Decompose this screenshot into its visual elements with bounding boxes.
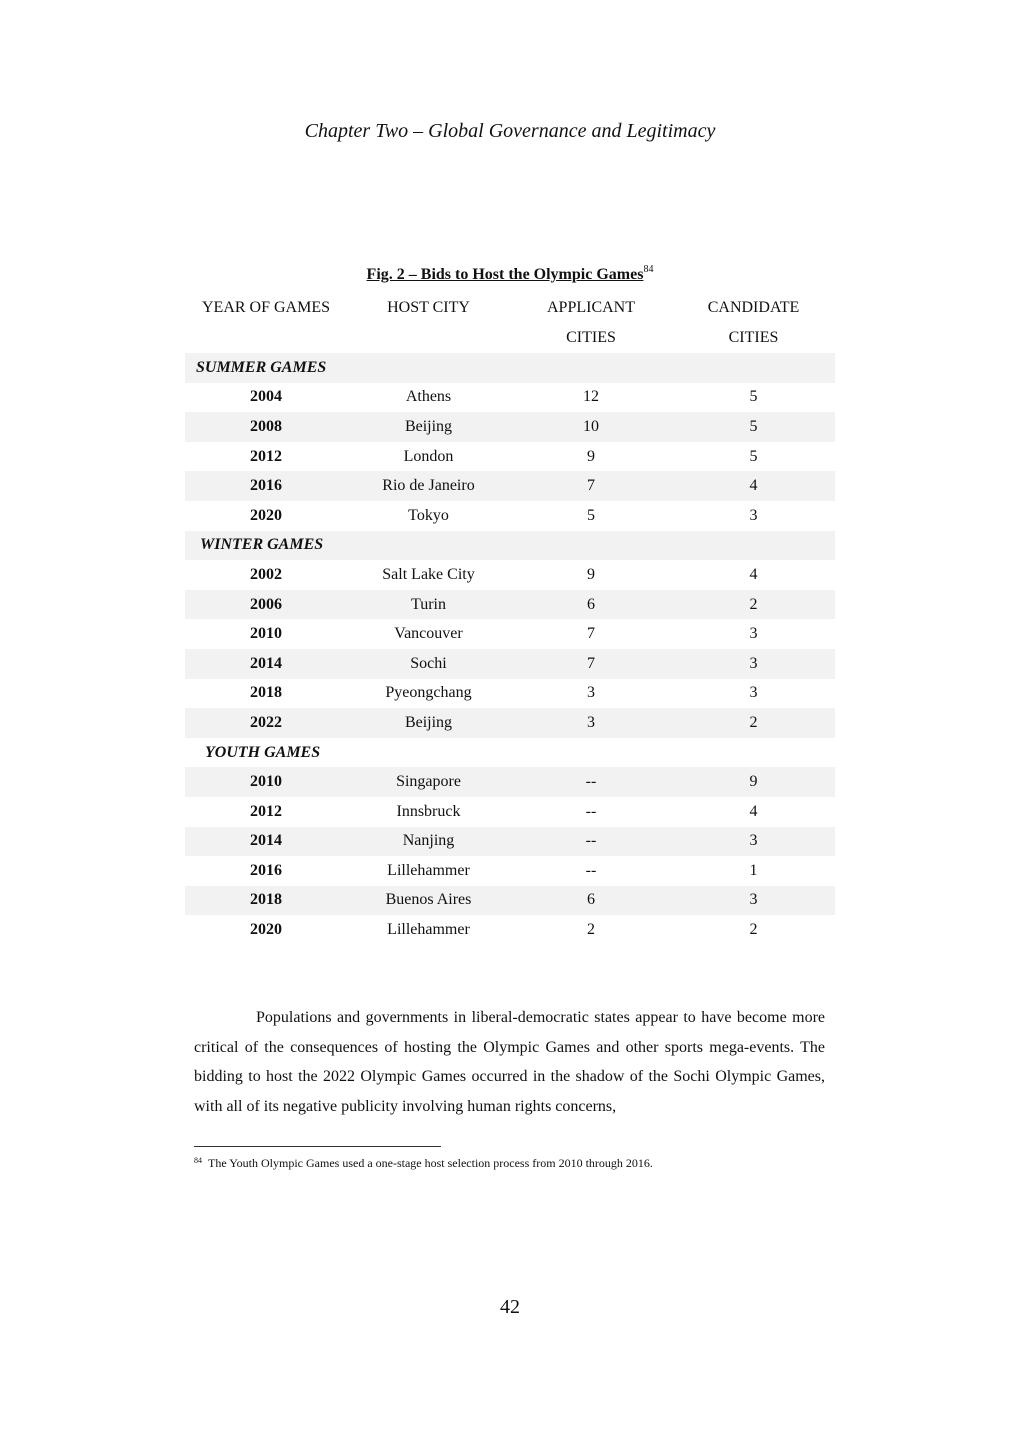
year-cell: 2014 <box>185 649 347 679</box>
table-row <box>185 856 835 886</box>
year-cell: 2022 <box>185 708 347 738</box>
footnote-text: The Youth Olympic Games used a one-stage host selection process from 2010 through 2016. <box>208 1156 653 1170</box>
host-city-cell: Salt Lake City <box>382 565 475 583</box>
header-applicant-cities-line2: CITIES <box>566 329 616 346</box>
candidate-cities-cell: 5 <box>672 412 835 442</box>
applicant-cities-cell: 7 <box>510 649 672 679</box>
table-row <box>185 590 835 620</box>
host-city-cell: Sochi <box>347 649 510 679</box>
candidate-cities-cell: 2 <box>672 708 835 738</box>
candidate-cities-cell: 3 <box>672 827 835 857</box>
host-city-cell: Lillehammer <box>387 921 470 939</box>
candidate-cities-cell: 3 <box>749 506 758 524</box>
host-city-cell: Innsbruck <box>396 802 461 820</box>
host-city-cell: Singapore <box>347 767 510 797</box>
year-cell: 2008 <box>185 412 347 442</box>
table-header <box>185 293 835 353</box>
table-row <box>185 767 835 797</box>
candidate-cities-cell: 3 <box>749 684 758 702</box>
host-city-cell: London <box>403 447 454 465</box>
applicant-cities-cell: 9 <box>587 447 595 465</box>
candidate-cities-cell: 3 <box>672 886 835 916</box>
year-cell: 2018 <box>185 886 347 916</box>
body-paragraph-text: Populations and governments in liberal-democratic states appear to have become more critical of the consequences of hosting the Olympic Games and other sports mega-events. The bidding to host the 2022 Olympic Games occurred in the shadow of the Sochi Olympic Games, with all of its negative publicity involving human rights concerns, <box>194 1009 825 1116</box>
figure-caption <box>185 266 835 284</box>
table-body <box>185 353 835 945</box>
table-row <box>185 412 835 442</box>
host-city-cell: Tokyo <box>408 506 449 524</box>
year-cell: 2010 <box>185 767 347 797</box>
table-row <box>185 886 835 916</box>
header-year-of-games: YEAR OF GAMES <box>201 299 330 316</box>
table-row <box>185 471 835 501</box>
applicant-cities-cell: 12 <box>583 388 599 406</box>
year-cell: 2020 <box>250 921 282 939</box>
year-cell: 2006 <box>185 590 347 620</box>
year-cell: 2020 <box>250 506 282 524</box>
body-paragraph <box>194 1003 825 1122</box>
year-cell: 2012 <box>250 802 282 820</box>
host-city-cell: Athens <box>405 388 452 406</box>
applicant-cities-cell: 3 <box>510 708 672 738</box>
applicant-cities-cell: 10 <box>510 412 672 442</box>
table-row <box>185 501 835 531</box>
applicant-cities-cell: 9 <box>587 565 595 583</box>
header-year-blank <box>185 323 347 353</box>
candidate-cities-cell: 1 <box>749 861 758 879</box>
table-row <box>185 649 835 679</box>
table-row <box>185 383 835 413</box>
year-cell: 2016 <box>250 861 282 879</box>
header-candidate-cities-line2: CITIES <box>728 329 779 346</box>
host-city-cell: Rio de Janeiro <box>347 471 510 501</box>
header-applicant-cities: APPLICANT <box>546 299 635 316</box>
table-row <box>185 827 835 857</box>
footnote-number: 84 <box>194 1156 202 1165</box>
host-city-cell: Buenos Aires <box>347 886 510 916</box>
applicant-cities-cell: 5 <box>587 506 595 524</box>
applicant-cities-cell: 6 <box>510 590 672 620</box>
table-row <box>185 915 835 945</box>
candidate-cities-cell: 3 <box>749 625 758 643</box>
footnote-reference[interactable]: 84 <box>643 264 654 275</box>
applicant-cities-cell: -- <box>585 861 597 879</box>
candidate-cities-cell: 5 <box>749 388 758 406</box>
table-row <box>185 560 835 590</box>
table-row <box>185 797 835 827</box>
section-title: SUMMER GAMES <box>185 353 835 383</box>
section-row-winter <box>185 531 835 561</box>
candidate-cities-cell: 4 <box>749 565 758 583</box>
header-host-blank <box>347 323 510 353</box>
year-cell: 2010 <box>250 625 282 643</box>
section-title: YOUTH GAMES <box>205 743 321 761</box>
page-number: 42 <box>500 1296 520 1318</box>
candidate-cities-cell: 2 <box>672 590 835 620</box>
host-city-cell: Beijing <box>347 412 510 442</box>
year-cell: 2002 <box>250 565 282 583</box>
candidate-cities-cell: 5 <box>749 447 758 465</box>
year-cell: 2018 <box>250 684 282 702</box>
candidate-cities-cell: 2 <box>749 921 758 939</box>
footnote-separator <box>194 1146 441 1147</box>
section-row-youth <box>185 738 835 768</box>
running-head: Chapter Two – Global Governance and Legitimacy <box>304 120 716 142</box>
year-cell: 2016 <box>185 471 347 501</box>
table-row <box>185 679 835 709</box>
applicant-cities-cell: 3 <box>587 684 595 702</box>
section-title: WINTER GAMES <box>185 531 835 561</box>
year-cell: 2014 <box>185 827 347 857</box>
host-city-cell: Pyeongchang <box>385 684 472 702</box>
candidate-cities-cell: 4 <box>749 802 758 820</box>
table-row <box>185 442 835 472</box>
host-city-cell: Turin <box>347 590 510 620</box>
applicant-cities-cell: -- <box>510 827 672 857</box>
candidate-cities-cell: 4 <box>672 471 835 501</box>
applicant-cities-cell: -- <box>585 802 597 820</box>
year-cell: 2012 <box>250 447 282 465</box>
candidate-cities-cell: 9 <box>672 767 835 797</box>
applicant-cities-cell: -- <box>510 767 672 797</box>
header-candidate-cities: CANDIDATE <box>707 299 800 316</box>
table-row <box>185 619 835 649</box>
host-city-cell: Beijing <box>347 708 510 738</box>
applicant-cities-cell: 7 <box>587 625 595 643</box>
applicant-cities-cell: 6 <box>510 886 672 916</box>
year-cell: 2004 <box>250 388 282 406</box>
host-city-cell: Lillehammer <box>387 861 470 879</box>
bids-table <box>185 293 835 945</box>
candidate-cities-cell: 3 <box>672 649 835 679</box>
host-city-cell: Nanjing <box>347 827 510 857</box>
host-city-cell: Vancouver <box>394 625 463 643</box>
section-row-summer <box>185 353 835 383</box>
header-host-city: HOST CITY <box>387 299 470 316</box>
footnote <box>194 1156 834 1171</box>
applicant-cities-cell: 2 <box>587 921 595 939</box>
applicant-cities-cell: 7 <box>510 471 672 501</box>
figure-caption-text: Fig. 2 – Bids to Host the Olympic Games <box>366 266 644 283</box>
table-row <box>185 708 835 738</box>
